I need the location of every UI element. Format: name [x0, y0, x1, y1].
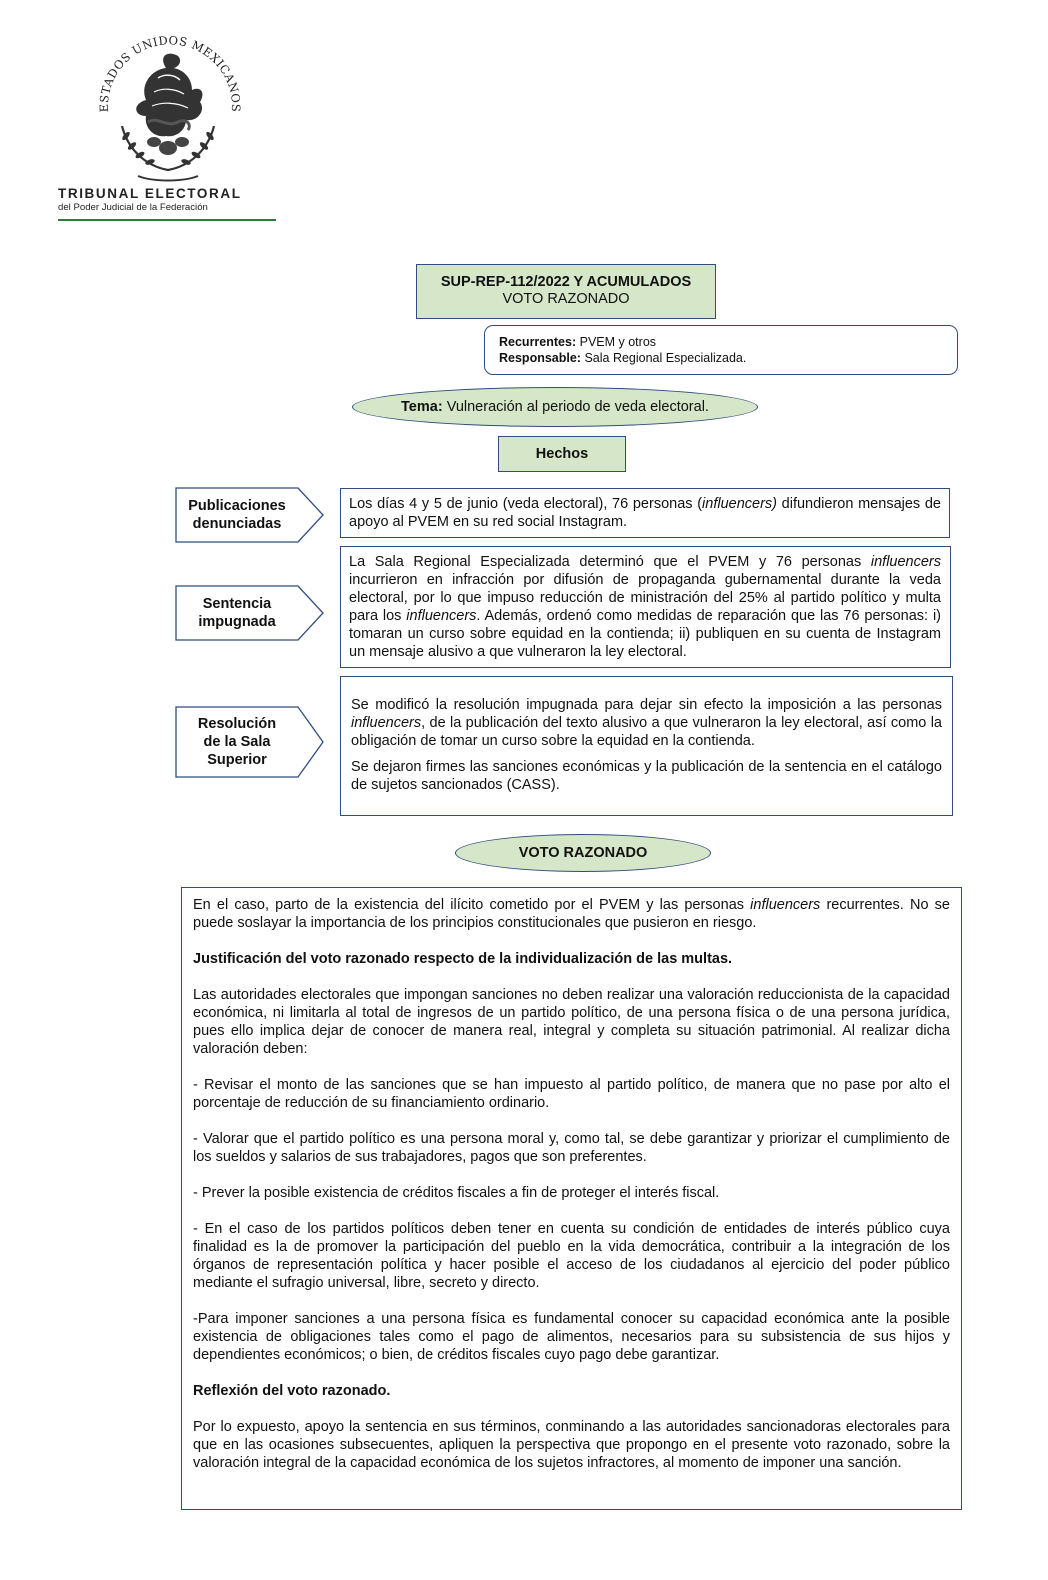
row-label-line: Sentencia — [202, 596, 272, 612]
recurrentes-value: PVEM y otros — [579, 335, 657, 349]
voto-paragraph: - Revisar el monto de las sanciones que se han impuesto al partido político, de manera que no pase por alto el porcentaje de reducción de su financiamiento ordinario. — [193, 1077, 950, 1111]
voto-paragraph: Las autoridades electorales que impongan sanciones no deben realizar una valoración reduccionista de la capacidad económica, ni limitarla al total de ingresos de un partido político, de una persona física o de una persona jurídica, pues ello implica dejar de conocer de manera real, integral y completa su situación patrimonial. Al realizar dicha valoración deben: — [193, 987, 950, 1057]
responsable-line — [499, 350, 957, 366]
voto-paragraph: Por lo expuesto, apoyo la sentencia en sus términos, conminando a las autoridades sancionadoras electorales para que en las ocasiones subsecuentes, apliquen la perspectiva que propongo en el presente voto razonado, sobre la valoración integral de la capacidad económica de los sujetos infractores, al momento de imponer una sanción. — [193, 1419, 950, 1471]
row-paragraph: Los días 4 y 5 de junio (veda electoral), 76 personas (influencers) difundieron mensajes de apoyo al PVEM en su red social Instagram. — [349, 496, 941, 530]
sentencia-box — [340, 546, 951, 668]
responsable-value: Sala Regional Especializada. — [584, 351, 747, 365]
row-label-line: Superior — [207, 752, 267, 768]
publicaciones-box — [340, 488, 950, 538]
row-label-line: denunciadas — [192, 516, 282, 532]
row-label-line: Publicaciones — [188, 498, 286, 514]
resolucion-box — [340, 676, 953, 816]
hechos-heading: Hechos — [498, 436, 626, 472]
national-seal-logo — [88, 30, 248, 190]
tema-value: Vulneración al periodo de veda electoral. — [446, 399, 709, 415]
row-paragraph: La Sala Regional Especializada determinó que el PVEM y 76 personas influencers incurrieron en infracción por difusión de propaganda gubernamental durante la veda electoral, por lo que impuso reducción de ministración del 25% al partido político y multa para los influencers. Además, ordenó como medidas de reparación que las 76 personas: i) tomaran un curso sobre equidad en la contienda; ii) publiquen en su cuenta de Instagram un mensaje alusivo a que vulneraron la ley electoral. — [349, 554, 942, 660]
tema-oval — [352, 387, 758, 427]
row-label-line: impugnada — [198, 614, 276, 630]
parties-box — [484, 325, 958, 375]
italic-term: influencers — [406, 608, 477, 624]
seal-text: ESTADOS UNIDOS MEXICANOS — [96, 33, 244, 113]
voto-paragraph: - Prever la posible existencia de créditos fiscales a fin de proteger el interés fiscal. — [193, 1185, 720, 1201]
case-title: SUP-REP-112/2022 Y ACUMULADOS — [440, 274, 692, 290]
row-label-resolucion — [176, 707, 298, 777]
header-divider — [58, 219, 276, 221]
tema-label: Tema: — [401, 399, 443, 415]
recurrentes-line — [499, 334, 957, 350]
row-paragraph: Se modificó la resolución impugnada para dejar sin efecto la imposición a las personas influencers, de la publicación del texto alusivo a que vulneraron la ley electoral, así como la obligación de tomar un curso sobre la equidad en la contienda. — [351, 697, 942, 749]
voto-paragraph: - En el caso de los partidos políticos deben tener en cuenta su condición de entidades de interés público cuya finalidad es la de promover la participación del pueblo en la vida democrática, contribuir a la integración de los órganos de representación política y hacer posible el acceso de los ciudadanos al ejercicio del poder público mediante el sufragio universal, libre, secreto y directo. — [193, 1221, 950, 1291]
section-heading: Reflexión del voto razonado. — [193, 1383, 391, 1399]
voto-paragraph: - Valorar que el partido político es una persona moral y, como tal, se debe garantizar y priorizar el cumplimiento de los sueldos y salarios de sus trabajadores, pagos que son preferentes. — [193, 1131, 950, 1165]
responsable-label: Responsable: — [499, 351, 581, 365]
row-label-publicaciones — [176, 488, 298, 542]
recurrentes-label: Recurrentes: — [499, 335, 577, 349]
case-subtitle: VOTO RAZONADO — [502, 291, 630, 307]
voto-razonado-oval: VOTO RAZONADO — [455, 834, 711, 872]
case-header-box — [416, 264, 716, 319]
row-label-line: Resolución — [197, 716, 277, 732]
voto-razonado-body — [181, 887, 962, 1510]
row-label-line: de la Sala — [203, 734, 271, 750]
voto-paragraph: En el caso, parto de la existencia del ilícito cometido por el PVEM y las personas influencers recurrentes. No se puede soslayar la importancia de los principios constitucionales que pusieron en riesgo. — [193, 897, 950, 931]
section-heading: Justificación del voto razonado respecto de la individualización de las multas. — [193, 951, 733, 967]
italic-term: influencers) — [702, 496, 777, 512]
italic-term: influencers — [870, 554, 941, 570]
org-subtitle: del Poder Judicial de la Federación — [58, 202, 208, 213]
row-label-sentencia — [176, 586, 298, 640]
italic-term: influencers — [351, 715, 422, 731]
org-name: TRIBUNAL ELECTORAL — [58, 186, 242, 201]
italic-term: influencers — [750, 897, 821, 913]
row-paragraph: Se dejaron firmes las sanciones económicas y la publicación de la sentencia en el catálogo de sujetos sancionados (CASS). — [351, 759, 942, 793]
voto-paragraph: -Para imponer sanciones a una persona física es fundamental conocer su capacidad económica ante la posible existencia de obligaciones tales como el pago de alimentos, necesarios para su subsistencia de sus hijos y dependientes económicos; o bien, de créditos fiscales cuyo pago debe garantizar. — [193, 1311, 950, 1363]
